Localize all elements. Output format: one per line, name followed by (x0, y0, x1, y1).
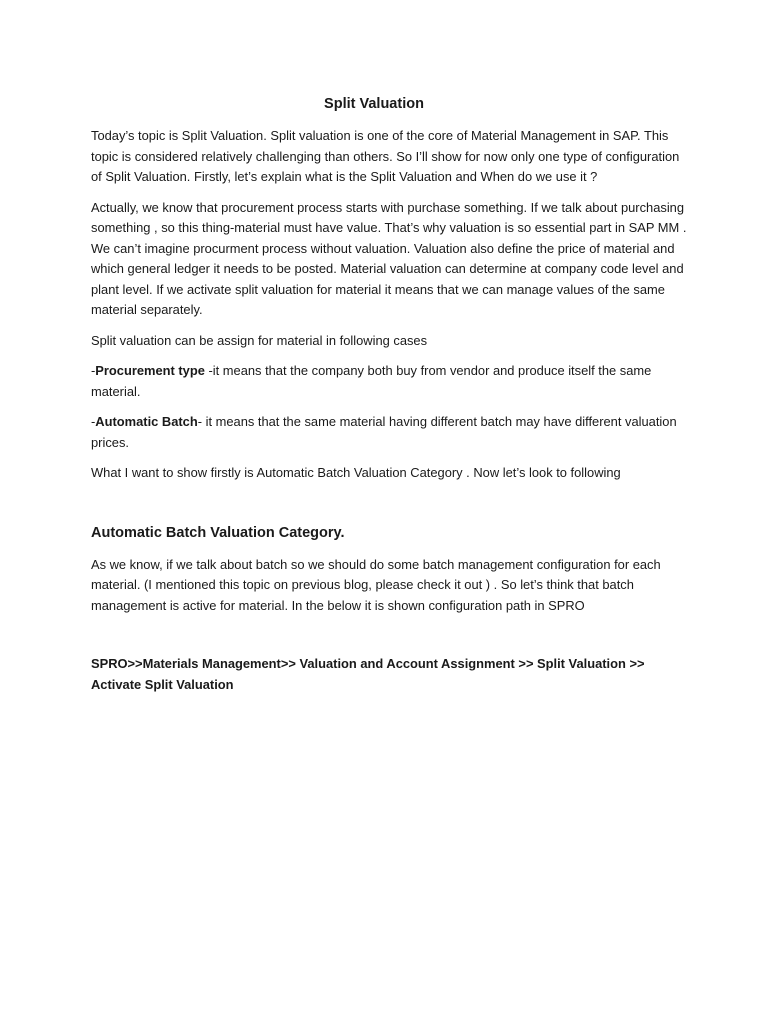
procurement-paragraph: Actually, we know that procurement process starts with purchase something. If we talk about purchasing something , so this thing-material must have value. That’s why valuation is so essential part in SAP MM . We can’t imagine procurment process without valuation. Valuation also define the price of material and which general ledger it needs to be posted. Material valuation can determine at company code level and plant level. If we activate split valuation for material it means that we can manage values of the same material separately. (91, 199, 687, 317)
case-prefix: - (91, 363, 96, 378)
section-heading: Automatic Batch Valuation Category. (91, 524, 345, 541)
document-body (91, 126, 691, 705)
batch-paragraph: As we know, if we talk about batch so we should do some batch management configuration for each material. (I mentioned this topic on previous blog, please check it out ) . So let’s think that batch management is active for material. In the below it is shown configuration path in SPRO (91, 556, 661, 613)
case-description: -it means that the company both buy from vendor and produce itself the same material. (91, 363, 652, 399)
document-title: Split Valuation (324, 96, 424, 112)
show-first-paragraph: What I want to show firstly is Automatic Batch Valuation Category . Now let’s look to following (91, 465, 621, 480)
config-path: SPRO>>Materials Management>> Valuation and Account Assignment >> Split Valuation >> Activate Split Valuation (91, 656, 645, 692)
case-description: - it means that the same material having different batch may have different valuation prices. (91, 414, 677, 450)
case-term-automatic-batch: Automatic Batch (95, 414, 198, 429)
intro-paragraph: Today’s topic is Split Valuation. Split valuation is one of the core of Material Management in SAP. This topic is considered relatively challenging than others. So I’ll show for now only one type of configuration of Split Valuation. Firstly, let’s explain what is the Split Valuation and When do we use it ? (91, 128, 680, 184)
case-automatic-batch (91, 412, 691, 453)
case-procurement-type (91, 361, 691, 402)
case-prefix: - (91, 414, 96, 429)
cases-intro-paragraph: Split valuation can be assign for material in following cases (91, 332, 428, 348)
case-term-procurement-type: Procurement type (95, 363, 205, 378)
